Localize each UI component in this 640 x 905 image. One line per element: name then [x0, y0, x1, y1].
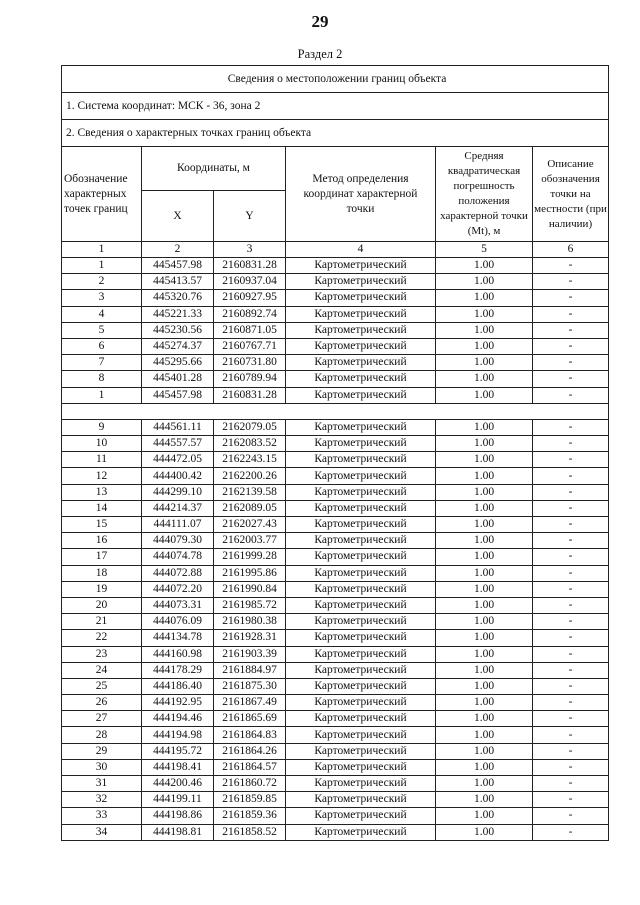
column-number: 1 — [62, 242, 142, 258]
method-cell: Картометрический — [286, 695, 436, 711]
error-mt-cell: 1.00 — [436, 371, 533, 387]
coord-x-cell: 444198.41 — [142, 759, 214, 775]
method-cell: Картометрический — [286, 387, 436, 403]
method-cell: Картометрический — [286, 452, 436, 468]
error-mt-cell: 1.00 — [436, 533, 533, 549]
coord-y-cell: 2161980.38 — [214, 614, 286, 630]
error-mt-cell: 1.00 — [436, 387, 533, 403]
method-cell: Картометрический — [286, 500, 436, 516]
table-row — [62, 338, 609, 354]
header-y: Y — [214, 191, 286, 242]
point-id-cell: 16 — [62, 533, 142, 549]
method-cell: Картометрический — [286, 824, 436, 840]
coord-y-cell: 2160892.74 — [214, 306, 286, 322]
error-mt-cell: 1.00 — [436, 565, 533, 581]
column-numbers-row — [62, 242, 609, 258]
method-cell: Картометрический — [286, 533, 436, 549]
coord-y-cell: 2162083.52 — [214, 436, 286, 452]
section-label: Раздел 2 — [297, 47, 343, 61]
description-cell: - — [533, 792, 609, 808]
coord-y-cell: 2162089.05 — [214, 500, 286, 516]
description-cell: - — [533, 808, 609, 824]
point-id-cell: 29 — [62, 743, 142, 759]
coord-x-cell: 444186.40 — [142, 678, 214, 694]
description-cell: - — [533, 338, 609, 354]
coord-x-cell: 444192.95 — [142, 695, 214, 711]
error-mt-cell: 1.00 — [436, 581, 533, 597]
coord-y-cell: 2160871.05 — [214, 322, 286, 338]
table-row — [62, 614, 609, 630]
description-cell: - — [533, 436, 609, 452]
coord-y-cell: 2161859.85 — [214, 792, 286, 808]
separator-cell — [62, 403, 609, 419]
point-id-cell: 1 — [62, 258, 142, 274]
description-cell: - — [533, 695, 609, 711]
coord-x-cell: 445320.76 — [142, 290, 214, 306]
point-id-cell: 22 — [62, 630, 142, 646]
error-mt-cell: 1.00 — [436, 468, 533, 484]
error-mt-cell: 1.00 — [436, 614, 533, 630]
column-number: 4 — [286, 242, 436, 258]
coord-x-cell: 444557.57 — [142, 436, 214, 452]
description-cell: - — [533, 597, 609, 613]
table-row — [62, 484, 609, 500]
table-row — [62, 808, 609, 824]
table-row — [62, 290, 609, 306]
description-cell: - — [533, 662, 609, 678]
method-cell: Картометрический — [286, 419, 436, 435]
coord-x-cell: 445457.98 — [142, 387, 214, 403]
header-coordinates: Координаты, м — [142, 147, 286, 191]
coord-x-cell: 444079.30 — [142, 533, 214, 549]
description-cell: - — [533, 306, 609, 322]
coord-y-cell: 2162079.05 — [214, 419, 286, 435]
error-mt-cell: 1.00 — [436, 484, 533, 500]
method-cell: Картометрический — [286, 371, 436, 387]
table-row — [62, 452, 609, 468]
description-cell: - — [533, 630, 609, 646]
coord-y-cell: 2161860.72 — [214, 776, 286, 792]
point-id-cell: 12 — [62, 468, 142, 484]
description-cell: - — [533, 500, 609, 516]
column-number: 2 — [142, 242, 214, 258]
table-row — [62, 792, 609, 808]
error-mt-cell: 1.00 — [436, 258, 533, 274]
error-mt-cell: 1.00 — [436, 824, 533, 840]
method-cell: Картометрический — [286, 517, 436, 533]
page-number: 29 — [311, 12, 329, 31]
point-id-cell: 25 — [62, 678, 142, 694]
coord-x-cell: 444400.42 — [142, 468, 214, 484]
coord-x-cell: 444561.11 — [142, 419, 214, 435]
coord-y-cell: 2161864.26 — [214, 743, 286, 759]
points-heading: 2. Сведения о характерных точках границ объекта — [62, 120, 609, 147]
table-row — [62, 533, 609, 549]
coord-x-cell: 445295.66 — [142, 355, 214, 371]
error-mt-cell: 1.00 — [436, 597, 533, 613]
coord-y-cell: 2161990.84 — [214, 581, 286, 597]
error-mt-cell: 1.00 — [436, 630, 533, 646]
error-mt-cell: 1.00 — [436, 727, 533, 743]
error-mt-cell: 1.00 — [436, 759, 533, 775]
point-id-cell: 20 — [62, 597, 142, 613]
coord-x-cell: 444472.05 — [142, 452, 214, 468]
coord-x-cell: 444194.46 — [142, 711, 214, 727]
method-cell: Картометрический — [286, 549, 436, 565]
point-id-cell: 4 — [62, 306, 142, 322]
coord-x-cell: 444134.78 — [142, 630, 214, 646]
table-row — [62, 371, 609, 387]
method-cell: Картометрический — [286, 646, 436, 662]
error-mt-cell: 1.00 — [436, 338, 533, 354]
coord-y-cell: 2162243.15 — [214, 452, 286, 468]
coord-x-cell: 444199.11 — [142, 792, 214, 808]
header-point-designation: Обозначение характерных точек границ — [62, 147, 142, 242]
method-cell: Картометрический — [286, 355, 436, 371]
description-cell: - — [533, 776, 609, 792]
description-cell: - — [533, 274, 609, 290]
coord-x-cell: 444072.88 — [142, 565, 214, 581]
method-cell: Картометрический — [286, 468, 436, 484]
error-mt-cell: 1.00 — [436, 322, 533, 338]
method-cell: Картометрический — [286, 678, 436, 694]
coord-x-cell: 445457.98 — [142, 258, 214, 274]
point-id-cell: 3 — [62, 290, 142, 306]
coord-x-cell: 444073.31 — [142, 597, 214, 613]
method-cell: Картометрический — [286, 808, 436, 824]
error-mt-cell: 1.00 — [436, 355, 533, 371]
table-row — [62, 517, 609, 533]
method-cell: Картометрический — [286, 258, 436, 274]
point-id-cell: 13 — [62, 484, 142, 500]
method-cell: Картометрический — [286, 792, 436, 808]
table-row — [62, 662, 609, 678]
table-row — [62, 597, 609, 613]
point-id-cell: 24 — [62, 662, 142, 678]
coord-x-cell: 445401.28 — [142, 371, 214, 387]
description-cell: - — [533, 727, 609, 743]
error-mt-cell: 1.00 — [436, 695, 533, 711]
description-cell: - — [533, 533, 609, 549]
coord-x-cell: 444111.07 — [142, 517, 214, 533]
coord-y-cell: 2161875.30 — [214, 678, 286, 694]
method-cell: Картометрический — [286, 484, 436, 500]
error-mt-cell: 1.00 — [436, 290, 533, 306]
coord-x-cell: 445413.57 — [142, 274, 214, 290]
table-row — [62, 695, 609, 711]
point-id-cell: 19 — [62, 581, 142, 597]
point-id-cell: 28 — [62, 727, 142, 743]
point-id-cell: 32 — [62, 792, 142, 808]
point-id-cell: 17 — [62, 549, 142, 565]
point-id-cell: 1 — [62, 387, 142, 403]
method-cell: Картометрический — [286, 436, 436, 452]
coord-x-cell: 444074.78 — [142, 549, 214, 565]
point-id-cell: 11 — [62, 452, 142, 468]
coord-y-cell: 2161859.36 — [214, 808, 286, 824]
table-row — [62, 711, 609, 727]
description-cell: - — [533, 419, 609, 435]
coord-x-cell: 444178.29 — [142, 662, 214, 678]
coord-y-cell: 2160789.94 — [214, 371, 286, 387]
coord-x-cell: 444194.98 — [142, 727, 214, 743]
coord-y-cell: 2161884.97 — [214, 662, 286, 678]
column-number: 6 — [533, 242, 609, 258]
coord-y-cell: 2161985.72 — [214, 597, 286, 613]
coord-x-cell: 444195.72 — [142, 743, 214, 759]
table-row — [62, 565, 609, 581]
coord-y-cell: 2162200.26 — [214, 468, 286, 484]
point-id-cell: 33 — [62, 808, 142, 824]
table-row — [62, 824, 609, 840]
coord-y-cell: 2160831.28 — [214, 387, 286, 403]
table-row — [62, 727, 609, 743]
table-row — [62, 678, 609, 694]
point-id-cell: 5 — [62, 322, 142, 338]
error-mt-cell: 1.00 — [436, 306, 533, 322]
coord-y-cell: 2162139.58 — [214, 484, 286, 500]
method-cell: Картометрический — [286, 597, 436, 613]
method-cell: Картометрический — [286, 630, 436, 646]
description-cell: - — [533, 678, 609, 694]
description-cell: - — [533, 646, 609, 662]
method-cell: Картометрический — [286, 274, 436, 290]
coord-y-cell: 2161858.52 — [214, 824, 286, 840]
method-cell: Картометрический — [286, 614, 436, 630]
description-cell: - — [533, 581, 609, 597]
coord-x-cell: 444214.37 — [142, 500, 214, 516]
description-cell: - — [533, 355, 609, 371]
table-title: Сведения о местоположении границ объекта — [62, 66, 609, 93]
table-row — [62, 500, 609, 516]
table-row — [62, 468, 609, 484]
table-row — [62, 306, 609, 322]
description-cell: - — [533, 387, 609, 403]
table-row — [62, 630, 609, 646]
table-row — [62, 759, 609, 775]
separator-row — [62, 403, 609, 419]
coord-x-cell: 445221.33 — [142, 306, 214, 322]
coord-x-cell: 444198.86 — [142, 808, 214, 824]
coord-y-cell: 2161867.49 — [214, 695, 286, 711]
coord-y-cell: 2160731.80 — [214, 355, 286, 371]
point-id-cell: 23 — [62, 646, 142, 662]
coord-x-cell: 444076.09 — [142, 614, 214, 630]
description-cell: - — [533, 711, 609, 727]
method-cell: Картометрический — [286, 322, 436, 338]
description-cell: - — [533, 290, 609, 306]
error-mt-cell: 1.00 — [436, 743, 533, 759]
coord-x-cell: 444198.81 — [142, 824, 214, 840]
coord-x-cell: 444160.98 — [142, 646, 214, 662]
point-id-cell: 8 — [62, 371, 142, 387]
column-number: 3 — [214, 242, 286, 258]
table-row — [62, 387, 609, 403]
description-cell: - — [533, 549, 609, 565]
description-cell: - — [533, 322, 609, 338]
coord-y-cell: 2160937.04 — [214, 274, 286, 290]
column-number: 5 — [436, 242, 533, 258]
point-id-cell: 26 — [62, 695, 142, 711]
error-mt-cell: 1.00 — [436, 274, 533, 290]
method-cell: Картометрический — [286, 338, 436, 354]
method-cell: Картометрический — [286, 290, 436, 306]
error-mt-cell: 1.00 — [436, 678, 533, 694]
coordinate-system: 1. Система координат: МСК - 36, зона 2 — [62, 93, 609, 120]
point-id-cell: 34 — [62, 824, 142, 840]
description-cell: - — [533, 614, 609, 630]
table-row — [62, 322, 609, 338]
method-cell: Картометрический — [286, 306, 436, 322]
point-id-cell: 30 — [62, 759, 142, 775]
point-id-cell: 2 — [62, 274, 142, 290]
description-cell: - — [533, 517, 609, 533]
table-row — [62, 776, 609, 792]
point-id-cell: 7 — [62, 355, 142, 371]
method-cell: Картометрический — [286, 662, 436, 678]
error-mt-cell: 1.00 — [436, 792, 533, 808]
coord-y-cell: 2161864.57 — [214, 759, 286, 775]
description-cell: - — [533, 565, 609, 581]
coord-y-cell: 2161865.69 — [214, 711, 286, 727]
point-id-cell: 27 — [62, 711, 142, 727]
table-row — [62, 419, 609, 435]
description-cell: - — [533, 468, 609, 484]
header-description: Описание обозначения точки на местности (при наличии) — [533, 147, 609, 242]
coord-y-cell: 2160831.28 — [214, 258, 286, 274]
table-row — [62, 274, 609, 290]
coord-y-cell: 2162027.43 — [214, 517, 286, 533]
table-row — [62, 436, 609, 452]
coord-y-cell: 2161995.86 — [214, 565, 286, 581]
method-cell: Картометрический — [286, 581, 436, 597]
coord-y-cell: 2160927.95 — [214, 290, 286, 306]
coord-x-cell: 444072.20 — [142, 581, 214, 597]
error-mt-cell: 1.00 — [436, 808, 533, 824]
header-method: Метод определения координат характерной точки — [286, 147, 436, 242]
method-cell: Картометрический — [286, 711, 436, 727]
point-id-cell: 9 — [62, 419, 142, 435]
coord-y-cell: 2161928.31 — [214, 630, 286, 646]
table-row — [62, 581, 609, 597]
error-mt-cell: 1.00 — [436, 776, 533, 792]
error-mt-cell: 1.00 — [436, 662, 533, 678]
method-cell: Картометрический — [286, 743, 436, 759]
point-id-cell: 21 — [62, 614, 142, 630]
error-mt-cell: 1.00 — [436, 517, 533, 533]
table-row — [62, 355, 609, 371]
error-mt-cell: 1.00 — [436, 500, 533, 516]
header-x: X — [142, 191, 214, 242]
method-cell: Картометрический — [286, 565, 436, 581]
error-mt-cell: 1.00 — [436, 549, 533, 565]
coord-y-cell: 2161999.28 — [214, 549, 286, 565]
error-mt-cell: 1.00 — [436, 452, 533, 468]
table-row — [62, 646, 609, 662]
point-id-cell: 6 — [62, 338, 142, 354]
point-id-cell: 14 — [62, 500, 142, 516]
description-cell: - — [533, 371, 609, 387]
header-error: Средняя квадратическая погрешность положения характерной точки (Mt), м — [436, 147, 533, 242]
method-cell: Картометрический — [286, 776, 436, 792]
point-id-cell: 10 — [62, 436, 142, 452]
table-row — [62, 743, 609, 759]
coord-y-cell: 2161864.83 — [214, 727, 286, 743]
error-mt-cell: 1.00 — [436, 419, 533, 435]
description-cell: - — [533, 258, 609, 274]
description-cell: - — [533, 743, 609, 759]
method-cell: Картометрический — [286, 727, 436, 743]
description-cell: - — [533, 452, 609, 468]
error-mt-cell: 1.00 — [436, 436, 533, 452]
description-cell: - — [533, 484, 609, 500]
error-mt-cell: 1.00 — [436, 646, 533, 662]
description-cell: - — [533, 824, 609, 840]
coord-x-cell: 444200.46 — [142, 776, 214, 792]
method-cell: Картометрический — [286, 759, 436, 775]
coord-x-cell: 445230.56 — [142, 322, 214, 338]
description-cell: - — [533, 759, 609, 775]
point-id-cell: 15 — [62, 517, 142, 533]
error-mt-cell: 1.00 — [436, 711, 533, 727]
point-id-cell: 31 — [62, 776, 142, 792]
boundary-points-table — [61, 65, 609, 841]
table-row — [62, 258, 609, 274]
coord-y-cell: 2161903.39 — [214, 646, 286, 662]
coord-y-cell: 2162003.77 — [214, 533, 286, 549]
point-id-cell: 18 — [62, 565, 142, 581]
coord-x-cell: 445274.37 — [142, 338, 214, 354]
table-row — [62, 549, 609, 565]
coord-y-cell: 2160767.71 — [214, 338, 286, 354]
coord-x-cell: 444299.10 — [142, 484, 214, 500]
